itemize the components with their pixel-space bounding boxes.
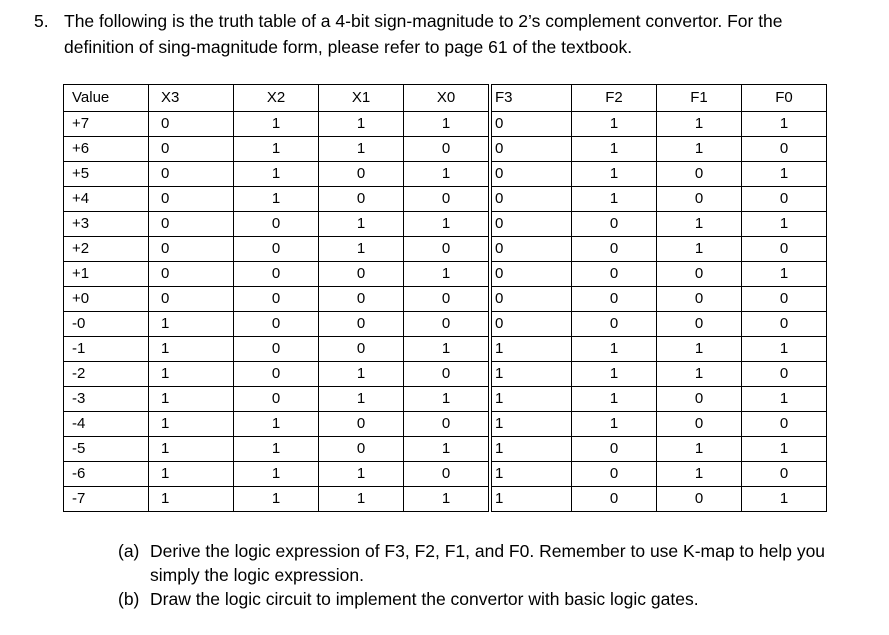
cell-f1: 1 <box>657 462 742 487</box>
cell-x3: 0 <box>149 237 234 262</box>
cell-f2: 0 <box>572 262 657 287</box>
cell-f0: 0 <box>742 362 827 387</box>
cell-x0: 0 <box>404 312 491 337</box>
cell-value: -2 <box>64 362 149 387</box>
cell-x3: 0 <box>149 212 234 237</box>
cell-x3: 1 <box>149 387 234 412</box>
cell-x0: 0 <box>404 362 491 387</box>
cell-x3: 1 <box>149 487 234 512</box>
cell-x2: 1 <box>234 137 319 162</box>
cell-x0: 1 <box>404 437 491 462</box>
table-row <box>64 487 827 512</box>
cell-x3: 1 <box>149 312 234 337</box>
table-row <box>64 162 827 187</box>
cell-x3: 1 <box>149 412 234 437</box>
table-row <box>64 362 827 387</box>
cell-x1: 1 <box>319 237 404 262</box>
sub-questions <box>118 539 858 611</box>
cell-f0: 0 <box>742 412 827 437</box>
cell-f3: 1 <box>490 362 572 387</box>
cell-f1: 1 <box>657 112 742 137</box>
cell-x1: 1 <box>319 487 404 512</box>
cell-x2: 0 <box>234 237 319 262</box>
cell-x2: 1 <box>234 437 319 462</box>
part-a <box>118 539 858 587</box>
cell-f2: 1 <box>572 412 657 437</box>
cell-x2: 1 <box>234 487 319 512</box>
table-row <box>64 112 827 137</box>
cell-f3: 1 <box>490 412 572 437</box>
cell-f0: 1 <box>742 437 827 462</box>
cell-x0: 1 <box>404 337 491 362</box>
cell-f2: 1 <box>572 162 657 187</box>
cell-f2: 1 <box>572 337 657 362</box>
cell-x2: 0 <box>234 262 319 287</box>
header-f1: F1 <box>657 85 742 112</box>
cell-value: +1 <box>64 262 149 287</box>
cell-f3: 0 <box>490 262 572 287</box>
table-row <box>64 412 827 437</box>
cell-f1: 1 <box>657 237 742 262</box>
cell-value: +2 <box>64 237 149 262</box>
cell-f0: 0 <box>742 187 827 212</box>
cell-f0: 1 <box>742 337 827 362</box>
table-row <box>64 337 827 362</box>
cell-f1: 1 <box>657 137 742 162</box>
truth-table <box>63 84 827 512</box>
cell-f0: 0 <box>742 287 827 312</box>
cell-f3: 1 <box>490 437 572 462</box>
cell-f2: 1 <box>572 187 657 212</box>
cell-x1: 0 <box>319 287 404 312</box>
part-a-label: (a) <box>118 541 140 561</box>
cell-x1: 0 <box>319 187 404 212</box>
header-f2: F2 <box>572 85 657 112</box>
cell-value: -7 <box>64 487 149 512</box>
cell-value: +4 <box>64 187 149 212</box>
cell-x3: 0 <box>149 137 234 162</box>
cell-value: +3 <box>64 212 149 237</box>
header-f3: F3 <box>490 85 572 112</box>
cell-f2: 1 <box>572 387 657 412</box>
cell-x1: 1 <box>319 137 404 162</box>
cell-value: -3 <box>64 387 149 412</box>
cell-f0: 1 <box>742 262 827 287</box>
cell-x0: 0 <box>404 187 491 212</box>
cell-value: -4 <box>64 412 149 437</box>
cell-x2: 0 <box>234 312 319 337</box>
cell-x3: 0 <box>149 287 234 312</box>
cell-f3: 0 <box>490 162 572 187</box>
cell-x2: 0 <box>234 387 319 412</box>
cell-x3: 0 <box>149 112 234 137</box>
cell-x1: 0 <box>319 437 404 462</box>
cell-x3: 1 <box>149 337 234 362</box>
cell-x1: 1 <box>319 362 404 387</box>
cell-x0: 1 <box>404 112 491 137</box>
cell-f3: 1 <box>490 487 572 512</box>
cell-x0: 1 <box>404 262 491 287</box>
cell-x0: 0 <box>404 287 491 312</box>
cell-f3: 0 <box>490 187 572 212</box>
table-row <box>64 387 827 412</box>
header-x1: X1 <box>319 85 404 112</box>
cell-f0: 1 <box>742 487 827 512</box>
cell-x1: 0 <box>319 312 404 337</box>
part-b-text: Draw the logic circuit to implement the convertor with basic logic gates. <box>150 589 699 609</box>
question-number: 5. <box>34 11 49 31</box>
cell-x1: 1 <box>319 212 404 237</box>
cell-f2: 0 <box>572 312 657 337</box>
cell-value: -0 <box>64 312 149 337</box>
part-a-text: Derive the logic expression of F3, F2, F1, and F0. Remember to use K-map to help you simply the logic expression. <box>150 541 826 585</box>
cell-x2: 1 <box>234 412 319 437</box>
cell-x2: 1 <box>234 112 319 137</box>
cell-f0: 0 <box>742 462 827 487</box>
cell-value: -6 <box>64 462 149 487</box>
cell-x3: 0 <box>149 162 234 187</box>
cell-x2: 0 <box>234 337 319 362</box>
header-x0: X0 <box>404 85 491 112</box>
cell-f0: 1 <box>742 387 827 412</box>
cell-x0: 0 <box>404 462 491 487</box>
cell-x2: 0 <box>234 362 319 387</box>
cell-x1: 1 <box>319 462 404 487</box>
cell-x0: 1 <box>404 387 491 412</box>
cell-value: +5 <box>64 162 149 187</box>
cell-x0: 1 <box>404 162 491 187</box>
cell-x0: 0 <box>404 137 491 162</box>
cell-f3: 0 <box>490 237 572 262</box>
cell-f1: 0 <box>657 487 742 512</box>
cell-value: +6 <box>64 137 149 162</box>
part-b-label: (b) <box>118 589 140 609</box>
cell-f0: 1 <box>742 162 827 187</box>
cell-f2: 1 <box>572 362 657 387</box>
cell-x3: 0 <box>149 262 234 287</box>
cell-f0: 0 <box>742 237 827 262</box>
cell-x0: 0 <box>404 237 491 262</box>
cell-x1: 0 <box>319 262 404 287</box>
header-f0: F0 <box>742 85 827 112</box>
cell-value: +7 <box>64 112 149 137</box>
cell-x3: 1 <box>149 362 234 387</box>
cell-value: -1 <box>64 337 149 362</box>
cell-f2: 0 <box>572 212 657 237</box>
cell-value: -5 <box>64 437 149 462</box>
question-text: The following is the truth table of a 4-bit sign-magnitude to 2’s complement convertor. For the definition of sing-magnitude form, please refer to page 61 of the textbook. <box>64 11 783 57</box>
cell-f2: 0 <box>572 437 657 462</box>
cell-x3: 1 <box>149 462 234 487</box>
cell-f3: 0 <box>490 312 572 337</box>
cell-f1: 0 <box>657 412 742 437</box>
cell-x0: 1 <box>404 487 491 512</box>
cell-x1: 0 <box>319 412 404 437</box>
cell-f2: 0 <box>572 462 657 487</box>
cell-x2: 0 <box>234 287 319 312</box>
table-row <box>64 262 827 287</box>
cell-x1: 1 <box>319 112 404 137</box>
cell-x2: 1 <box>234 462 319 487</box>
cell-value: +0 <box>64 287 149 312</box>
cell-x1: 0 <box>319 162 404 187</box>
cell-x2: 1 <box>234 187 319 212</box>
cell-f1: 0 <box>657 162 742 187</box>
table-row <box>64 187 827 212</box>
table-row <box>64 212 827 237</box>
cell-f3: 1 <box>490 462 572 487</box>
table-row <box>64 137 827 162</box>
cell-f0: 1 <box>742 112 827 137</box>
cell-f3: 1 <box>490 387 572 412</box>
cell-x2: 0 <box>234 212 319 237</box>
cell-f1: 1 <box>657 362 742 387</box>
cell-f1: 0 <box>657 187 742 212</box>
cell-f3: 0 <box>490 212 572 237</box>
part-b <box>118 587 858 611</box>
cell-f2: 1 <box>572 137 657 162</box>
cell-f1: 0 <box>657 287 742 312</box>
cell-x3: 0 <box>149 187 234 212</box>
cell-f1: 1 <box>657 437 742 462</box>
cell-x3: 1 <box>149 437 234 462</box>
table-row <box>64 287 827 312</box>
cell-f0: 0 <box>742 312 827 337</box>
table-row <box>64 237 827 262</box>
cell-f2: 0 <box>572 237 657 262</box>
cell-f1: 0 <box>657 262 742 287</box>
cell-f3: 0 <box>490 137 572 162</box>
header-x3: X3 <box>149 85 234 112</box>
cell-f3: 0 <box>490 287 572 312</box>
cell-x1: 1 <box>319 387 404 412</box>
cell-f1: 1 <box>657 212 742 237</box>
cell-f1: 1 <box>657 337 742 362</box>
cell-x2: 1 <box>234 162 319 187</box>
cell-f0: 1 <box>742 212 827 237</box>
header-x2: X2 <box>234 85 319 112</box>
cell-x0: 0 <box>404 412 491 437</box>
cell-f3: 1 <box>490 337 572 362</box>
header-value: Value <box>64 85 149 112</box>
cell-f3: 0 <box>490 112 572 137</box>
cell-x1: 0 <box>319 337 404 362</box>
cell-f2: 0 <box>572 287 657 312</box>
cell-f2: 1 <box>572 112 657 137</box>
cell-f1: 0 <box>657 387 742 412</box>
table-header-row <box>64 85 827 112</box>
table-row <box>64 462 827 487</box>
cell-f0: 0 <box>742 137 827 162</box>
table-row <box>64 437 827 462</box>
cell-f1: 0 <box>657 312 742 337</box>
table-row <box>64 312 827 337</box>
cell-f2: 0 <box>572 487 657 512</box>
cell-x0: 1 <box>404 212 491 237</box>
